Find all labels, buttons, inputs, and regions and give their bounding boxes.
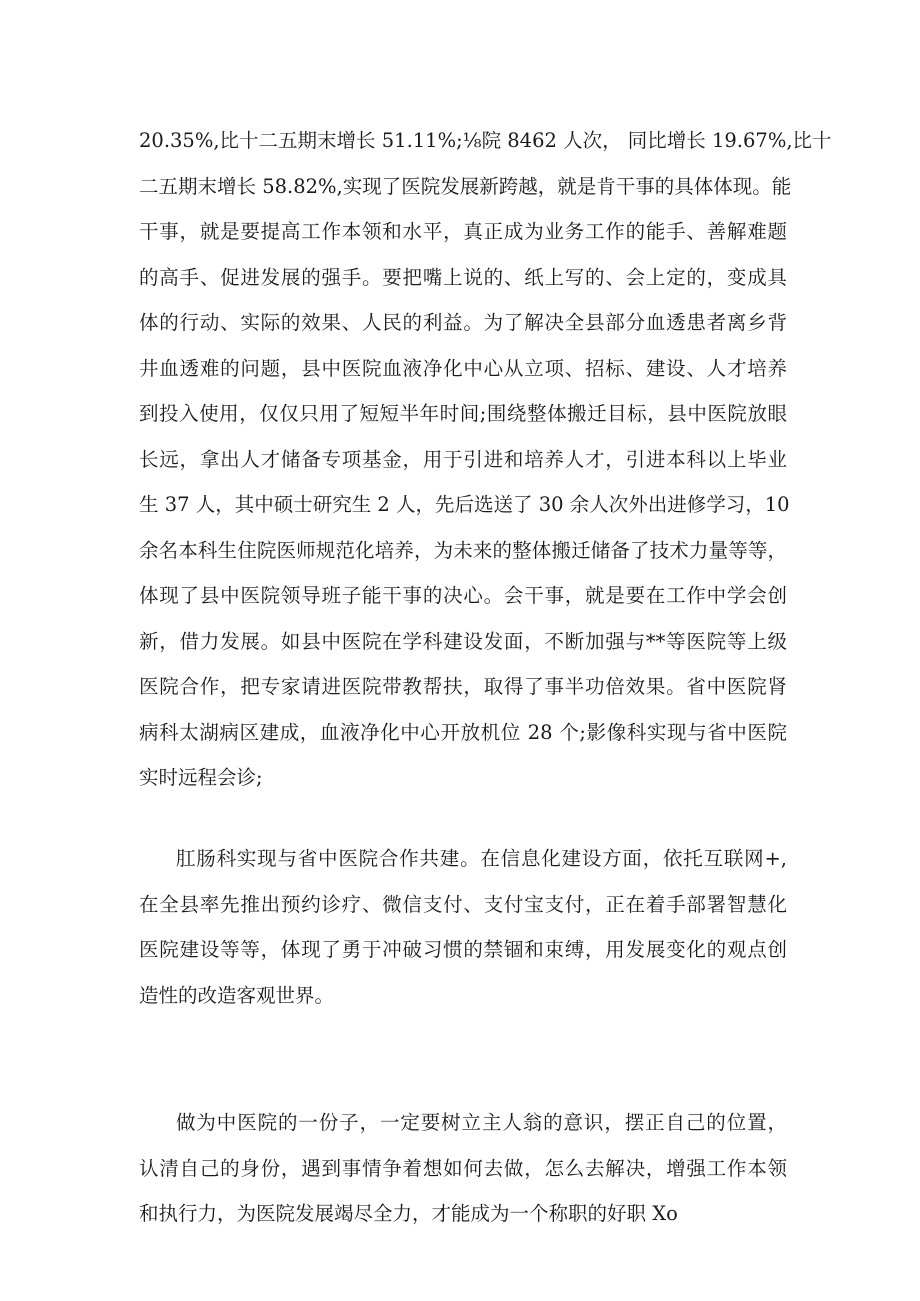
paragraph-line: 干事，就是要提高工作本领和水平，真正成为业务工作的能手、善解难题 xyxy=(139,220,787,243)
paragraph-3 xyxy=(139,1100,787,1237)
paragraph-line: 造性的改造客观世界。 xyxy=(139,983,335,1007)
paragraph-line: 的高手、促进发展的强手。要把嘴上说的、纸上写的、会上定的，变成具 xyxy=(139,265,787,289)
paragraph-line: 二五期末增长 58.82%,实现了医院发展新跨越，就是肯干事的具体体现。能 xyxy=(139,174,792,198)
paragraph-line: 做为中医院的一份子，一定要树立主人翁的意识，摆正自己的位置， xyxy=(176,1111,787,1134)
paragraph-line: 体现了县中医院领导班子能干事的决心。会干事，就是要在工作中学会创 xyxy=(139,584,787,607)
paragraph-line: 实时远程会诊; xyxy=(139,766,263,789)
paragraph-line: 医院建设等等，体现了勇于冲破习惯的禁锢和束缚，用发展变化的观点创 xyxy=(139,938,787,961)
paragraph-1 xyxy=(139,118,832,801)
paragraph-2 xyxy=(139,836,787,1018)
paragraph-line: 体的行动、实际的效果、人民的利益。为了解决全县部分血透患者离乡背 xyxy=(139,311,787,334)
paragraph-line: 新，借力发展。如县中医院在学科建设发面，不断加强与**等医院等上级 xyxy=(139,629,787,653)
paragraph-line: 肛肠科实现与省中医院合作共建。在信息化建设方面，依托互联网+, xyxy=(176,847,787,870)
paragraph-line: 到投入使用，仅仅只用了短短半年时间;围绕整体搬迁目标，县中医院放眼 xyxy=(139,402,787,425)
paragraph-line: 医院合作，把专家请进医院带教帮扶，取得了事半功倍效果。省中医院肾 xyxy=(139,675,787,698)
paragraph-line: 生 37 人，其中硕士研究生 2 人，先后选送了 30 余人次外出进修学习，10 xyxy=(139,493,790,516)
paragraph-line: 余名本科生住院医师规范化培养，为未来的整体搬迁储备了技术力量等等， xyxy=(139,538,787,562)
paragraph-line: 井血透难的问题，县中医院血液净化中心从立项、招标、建设、人才培养 xyxy=(139,356,787,380)
paragraph-line: 病科太湖病区建成，血液净化中心开放机位 28 个;影像科实现与省中医院 xyxy=(139,720,787,744)
paragraph-line: 认清自己的身份，遇到事情争着想如何去做，怎么去解决，增强工作本领 xyxy=(139,1156,787,1180)
paragraph-line: 在全县率先推出预约诊疗、微信支付、支付宝支付，正在着手部署智慧化 xyxy=(139,892,787,916)
paragraph-line: 和执行力，为医院发展竭尽全力，才能成为一个称职的好职 Xo xyxy=(139,1202,678,1225)
paragraph-line: 长远，拿出人才储备专项基金，用于引进和培养人才，引进本科以上毕业 xyxy=(139,447,787,471)
paragraph-line: 20.35%,比十二五期末增长 51.11%;⅛院 8462 人次， 同比增长 19.67%,比十 xyxy=(139,129,832,152)
